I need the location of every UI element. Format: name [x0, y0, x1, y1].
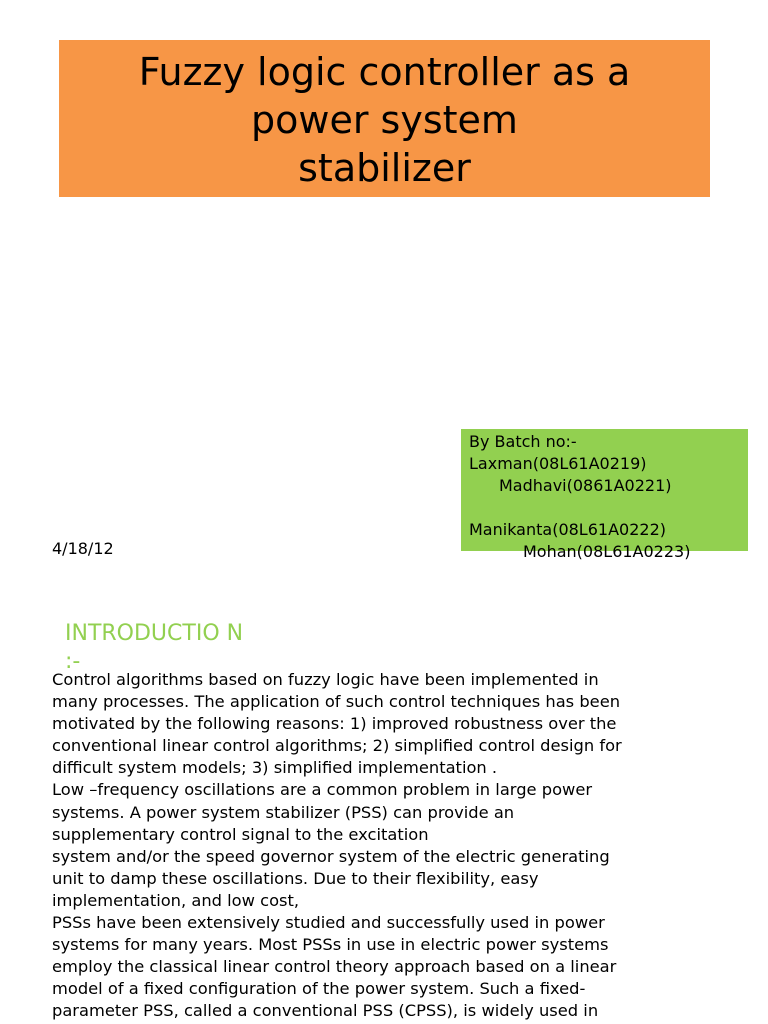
body-line: difficult system models; 3) simplified implementation .: [52, 758, 498, 778]
slide-title-line-1: Fuzzy logic controller as a: [138, 50, 631, 94]
title-box: [59, 40, 710, 197]
batch-member-3: Manikanta(08L61A0222): [469, 520, 666, 539]
batch-member-2: Madhavi(0861A0221): [499, 476, 672, 495]
body-line: systems. A power system stabilizer (PSS) can provide an: [52, 802, 515, 822]
body-line: many processes. The application of such control techniques has been: [52, 692, 621, 712]
body-line: Low –frequency oscillations are a common problem in large power: [52, 780, 593, 800]
slide-title-line-2: power system: [251, 98, 518, 142]
batch-member-4: Mohan(08L61A0223): [523, 542, 691, 561]
body-line: employ the classical linear control theory approach based on a linear: [52, 957, 617, 977]
introduction-body: [52, 669, 732, 1023]
body-line: conventional linear control algorithms; 2) simplified control design for: [52, 736, 622, 756]
body-line: implementation, and low cost,: [52, 890, 300, 910]
batch-number-label: By Batch no:-: [469, 432, 577, 451]
batch-info-box: [461, 429, 748, 561]
body-line: system and/or the speed governor system of the electric generating: [52, 846, 610, 866]
body-line: supplementary control signal to the excitation: [52, 824, 429, 844]
body-line: PSSs have been extensively studied and successfully used in power: [52, 913, 605, 933]
body-line: parameter PSS, called a conventional PSS (CPSS), is widely used in: [52, 1001, 599, 1021]
body-line: unit to damp these oscillations. Due to their flexibility, easy: [52, 868, 539, 888]
body-line: systems for many years. Most PSSs in use in electric power systems: [52, 935, 609, 955]
introduction-heading: INTRODUCTIO N :-: [65, 621, 244, 674]
body-line: Control algorithms based on fuzzy logic have been implemented in: [52, 670, 599, 689]
batch-member-1: Laxman(08L61A0219): [469, 454, 647, 473]
slide-date: 4/18/12: [52, 539, 114, 558]
body-line: model of a fixed configuration of the power system. Such a fixed-: [52, 979, 586, 999]
body-line: motivated by the following reasons: 1) improved robustness over the: [52, 714, 617, 734]
slide-title-line-3: stabilizer: [298, 146, 471, 190]
